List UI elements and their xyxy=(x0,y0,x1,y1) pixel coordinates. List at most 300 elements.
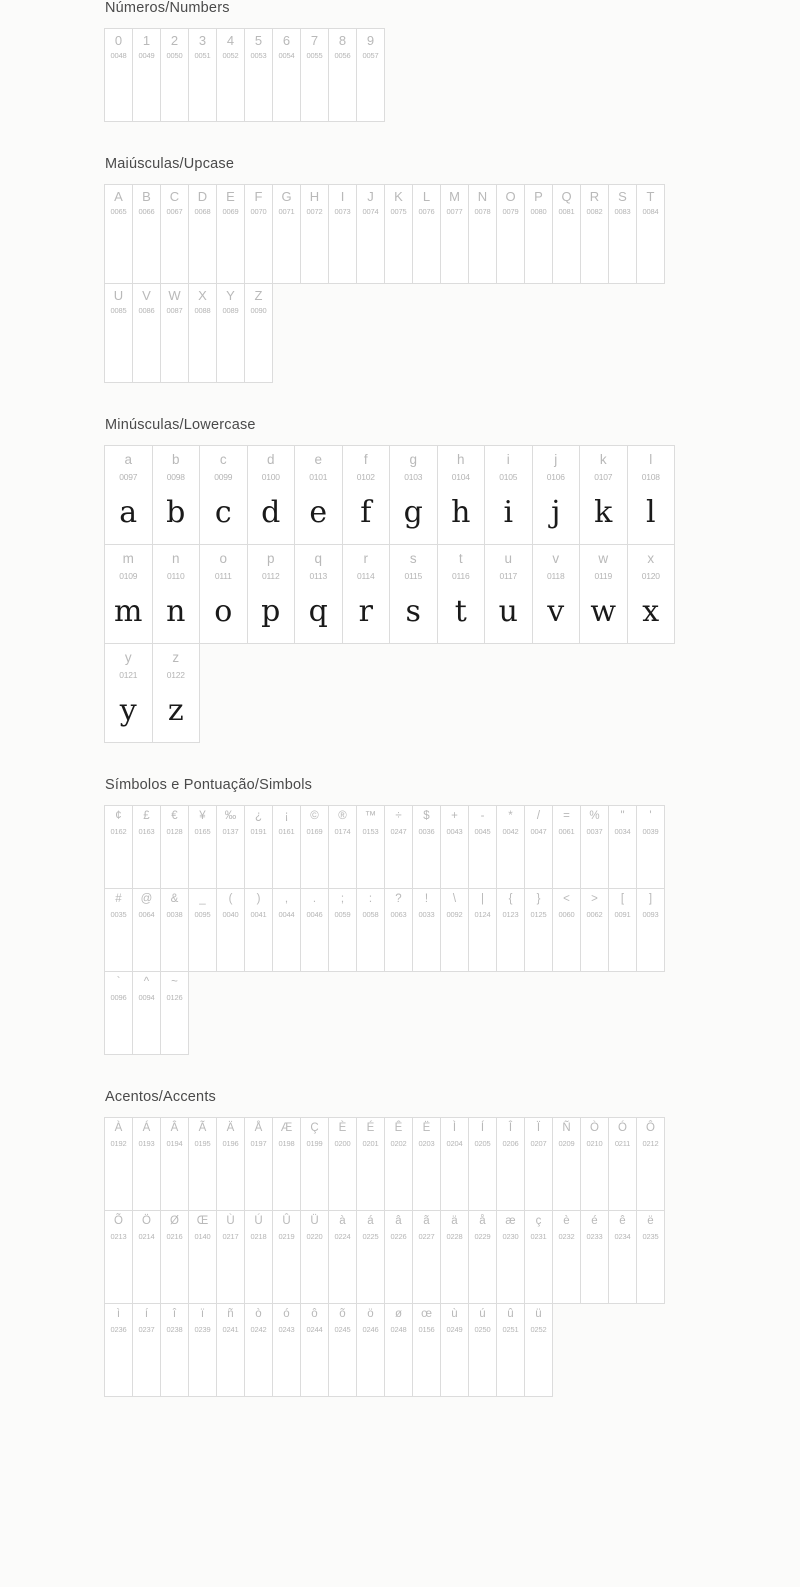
glyph-char-label: l xyxy=(649,452,653,467)
glyph-cell[interactable] xyxy=(627,445,676,545)
glyph-cell[interactable] xyxy=(160,184,189,284)
glyph-cell[interactable] xyxy=(216,805,245,889)
glyph-code-label: 0191 xyxy=(250,826,267,836)
glyph-cell[interactable] xyxy=(104,805,133,889)
glyph-cell[interactable] xyxy=(636,1210,665,1304)
glyph-cell[interactable] xyxy=(132,283,161,383)
glyph-cell[interactable] xyxy=(496,805,525,889)
glyph-cell[interactable] xyxy=(328,1210,357,1304)
glyph-render xyxy=(133,1001,160,1054)
glyph-cell[interactable] xyxy=(440,805,469,889)
glyph-code-label: 0061 xyxy=(558,826,575,836)
glyph-cell[interactable] xyxy=(468,1210,497,1304)
glyph-cell[interactable] xyxy=(104,1117,133,1211)
glyph-cell[interactable] xyxy=(580,805,609,889)
glyph-cell[interactable] xyxy=(384,888,413,972)
glyph-cell[interactable] xyxy=(132,1210,161,1304)
glyph-char-label: ç xyxy=(535,1215,542,1227)
glyph-cell[interactable] xyxy=(328,1117,357,1211)
glyph-render xyxy=(385,835,412,888)
glyph-char-label: % xyxy=(589,810,600,822)
glyph-cell[interactable] xyxy=(244,28,273,122)
glyph-code-label: 0058 xyxy=(362,909,379,919)
glyph-render xyxy=(441,1333,468,1396)
glyph-cell[interactable] xyxy=(160,1303,189,1397)
glyph-cell[interactable] xyxy=(356,805,385,889)
glyph-render xyxy=(217,1333,244,1396)
glyph-code-label: 0226 xyxy=(390,1231,407,1241)
glyph-render xyxy=(133,1147,160,1210)
glyph-cell[interactable] xyxy=(580,184,609,284)
glyph-render xyxy=(441,1240,468,1303)
glyph-cell[interactable] xyxy=(104,971,133,1055)
glyph-char-label: 2 xyxy=(170,33,179,48)
glyph-grid-accents-row-3 xyxy=(105,1304,678,1397)
glyph-cell[interactable] xyxy=(152,544,201,644)
glyph-cell[interactable] xyxy=(160,888,189,972)
glyph-char-label: Ä xyxy=(226,1122,235,1134)
glyph-char-label: T xyxy=(646,189,655,204)
glyph-cell[interactable] xyxy=(440,1210,469,1304)
glyph-render xyxy=(637,216,664,284)
glyph-cell[interactable] xyxy=(216,1303,245,1397)
glyph-char-label: ¢ xyxy=(115,810,122,822)
glyph-char-label: 6 xyxy=(282,33,291,48)
glyph-cell[interactable] xyxy=(384,805,413,889)
glyph-render xyxy=(189,1147,216,1210)
glyph-cell[interactable] xyxy=(300,888,329,972)
glyph-cell[interactable] xyxy=(524,1303,553,1397)
glyph-code-label: 0238 xyxy=(166,1324,183,1334)
glyph-cell[interactable] xyxy=(468,1303,497,1397)
glyph-cell[interactable] xyxy=(294,445,343,545)
glyph-cell[interactable] xyxy=(552,184,581,284)
glyph-render xyxy=(581,216,608,284)
glyph-cell[interactable] xyxy=(272,1210,301,1304)
glyph-render xyxy=(469,216,496,284)
glyph-char-label: Ú xyxy=(254,1215,263,1227)
glyph-cell[interactable] xyxy=(412,1210,441,1304)
glyph-code-label: 0039 xyxy=(642,826,659,836)
glyph-cell[interactable] xyxy=(300,28,329,122)
glyph-code-label: 0110 xyxy=(167,570,185,581)
glyph-code-label: 0074 xyxy=(362,207,379,216)
glyph-cell[interactable] xyxy=(437,445,486,545)
glyph-code-label: 0231 xyxy=(530,1231,547,1241)
glyph-cell[interactable] xyxy=(247,544,296,644)
glyph-cell[interactable] xyxy=(244,805,273,889)
glyph-code-label: 0099 xyxy=(214,471,233,482)
glyph-cell[interactable] xyxy=(389,544,438,644)
glyph-cell[interactable] xyxy=(216,184,245,284)
glyph-char-label: Ë xyxy=(422,1122,431,1134)
glyph-cell[interactable] xyxy=(104,888,133,972)
glyph-cell[interactable] xyxy=(496,1303,525,1397)
glyph-cell[interactable] xyxy=(328,1303,357,1397)
glyph-cell[interactable] xyxy=(524,1117,553,1211)
glyph-cell[interactable] xyxy=(468,1117,497,1211)
glyph-code-label: 0249 xyxy=(446,1324,463,1334)
glyph-render xyxy=(245,315,272,383)
glyph-code-label: 0057 xyxy=(362,51,379,60)
glyph-grid-numbers-row-1 xyxy=(105,29,800,122)
glyph-cell[interactable] xyxy=(300,1117,329,1211)
glyph-cell[interactable] xyxy=(216,1210,245,1304)
glyph-cell[interactable] xyxy=(132,1303,161,1397)
glyph-code-label: 0211 xyxy=(614,1138,631,1148)
glyph-cell[interactable] xyxy=(216,28,245,122)
glyph-cell[interactable] xyxy=(328,28,357,122)
glyph-char-label: e xyxy=(314,452,322,467)
glyph-cell[interactable] xyxy=(356,1303,385,1397)
glyph-cell[interactable] xyxy=(468,805,497,889)
glyph-cell[interactable] xyxy=(608,1210,637,1304)
glyph-cell[interactable] xyxy=(272,28,301,122)
glyph-char-label: Ù xyxy=(226,1215,235,1227)
glyph-cell[interactable] xyxy=(552,888,581,972)
glyph-char-label: è xyxy=(563,1215,570,1227)
glyph-code-label: 0045 xyxy=(474,826,491,836)
glyph-cell[interactable] xyxy=(188,1117,217,1211)
glyph-cell[interactable] xyxy=(384,1117,413,1211)
glyph-code-label: 0196 xyxy=(222,1138,239,1148)
glyph-cell[interactable] xyxy=(384,1303,413,1397)
glyph-code-label: 0194 xyxy=(166,1138,183,1148)
glyph-cell[interactable] xyxy=(328,184,357,284)
glyph-cell[interactable] xyxy=(552,805,581,889)
glyph-cell[interactable] xyxy=(412,805,441,889)
glyph-grid-lowercase-row-1 xyxy=(105,446,685,545)
glyph-code-label: 0085 xyxy=(110,306,127,315)
glyph-char-label: + xyxy=(451,810,458,822)
glyph-cell[interactable] xyxy=(132,184,161,284)
glyph-cell[interactable] xyxy=(496,1117,525,1211)
glyph-render xyxy=(581,918,608,971)
glyph-char-label: Î xyxy=(508,1122,513,1134)
glyph-cell[interactable] xyxy=(437,544,486,644)
glyph-cell[interactable] xyxy=(356,888,385,972)
glyph-cell[interactable] xyxy=(160,805,189,889)
glyph-cell[interactable] xyxy=(608,184,637,284)
glyph-render xyxy=(273,918,300,971)
glyph-render xyxy=(217,1240,244,1303)
glyph-render xyxy=(413,216,440,284)
glyph-cell[interactable] xyxy=(247,445,296,545)
glyph-grid-upcase-row-2 xyxy=(105,284,800,383)
glyph-cell[interactable] xyxy=(356,184,385,284)
glyph-code-label: 0250 xyxy=(474,1324,491,1334)
glyph-cell[interactable] xyxy=(440,1117,469,1211)
glyph-cell[interactable] xyxy=(199,445,248,545)
glyph-cell[interactable] xyxy=(440,888,469,972)
glyph-char-label: ö xyxy=(367,1308,374,1320)
glyph-code-label: 0048 xyxy=(110,51,127,60)
glyph-cell[interactable] xyxy=(412,184,441,284)
glyph-code-label: 0063 xyxy=(390,909,407,919)
glyph-code-label: 0075 xyxy=(390,207,407,216)
glyph-cell[interactable] xyxy=(132,888,161,972)
glyph-code-label: 0081 xyxy=(558,207,575,216)
glyph-cell[interactable] xyxy=(412,888,441,972)
glyph-cell[interactable] xyxy=(188,805,217,889)
glyph-grid-upcase-row-1 xyxy=(105,185,800,284)
glyph-grid-accents-row-2 xyxy=(105,1211,678,1304)
glyph-render xyxy=(497,216,524,284)
glyph-code-label: 0229 xyxy=(474,1231,491,1241)
glyph-char-label: Á xyxy=(142,1122,151,1134)
glyph-cell[interactable] xyxy=(484,445,533,545)
glyph-char-label: ò xyxy=(255,1308,262,1320)
glyph-render xyxy=(497,835,524,888)
glyph-code-label: 0049 xyxy=(138,51,155,60)
glyph-char-label: È xyxy=(338,1122,347,1134)
glyph-cell[interactable] xyxy=(104,544,153,644)
glyph-code-label: 0102 xyxy=(356,471,375,482)
glyph-code-label: 0235 xyxy=(642,1231,659,1241)
glyph-char-label: j xyxy=(554,452,558,467)
glyph-code-label: 0092 xyxy=(446,909,463,919)
glyph-cell[interactable] xyxy=(532,445,581,545)
glyph-render: x xyxy=(642,594,660,629)
glyph-code-label: 0123 xyxy=(502,909,519,919)
glyph-cell[interactable] xyxy=(636,888,665,972)
glyph-char-label: c xyxy=(219,452,227,467)
glyph-cell[interactable] xyxy=(188,1210,217,1304)
glyph-render xyxy=(357,1333,384,1396)
glyph-cell[interactable] xyxy=(272,805,301,889)
glyph-char-label: r xyxy=(363,551,368,566)
glyph-cell[interactable] xyxy=(636,184,665,284)
glyph-code-label: 0121 xyxy=(119,669,138,680)
glyph-cell[interactable] xyxy=(608,805,637,889)
glyph-cell[interactable] xyxy=(104,184,133,284)
glyph-char-label: Ô xyxy=(646,1122,655,1134)
glyph-cell[interactable] xyxy=(104,1303,133,1397)
glyph-code-label: 0197 xyxy=(250,1138,267,1148)
glyph-render xyxy=(273,216,300,284)
glyph-cell[interactable] xyxy=(356,28,385,122)
glyph-char-label: M xyxy=(449,189,460,204)
glyph-render: w xyxy=(590,594,617,629)
glyph-cell[interactable] xyxy=(552,1117,581,1211)
glyph-cell[interactable] xyxy=(244,1303,273,1397)
glyph-cell[interactable] xyxy=(468,888,497,972)
glyph-code-label: 0116 xyxy=(452,570,470,581)
glyph-code-label: 0174 xyxy=(334,826,351,836)
glyph-cell[interactable] xyxy=(244,1117,273,1211)
glyph-code-label: 0097 xyxy=(119,471,138,482)
glyph-cell[interactable] xyxy=(328,805,357,889)
glyph-cell[interactable] xyxy=(132,1117,161,1211)
glyph-cell[interactable] xyxy=(524,1210,553,1304)
glyph-code-label: 0128 xyxy=(166,826,183,836)
glyph-render xyxy=(413,1240,440,1303)
glyph-cell[interactable] xyxy=(484,544,533,644)
glyph-code-label: 0232 xyxy=(558,1231,575,1241)
glyph-cell[interactable] xyxy=(272,1303,301,1397)
glyph-code-label: 0201 xyxy=(362,1138,379,1148)
glyph-render xyxy=(133,315,160,383)
glyph-code-label: 0090 xyxy=(250,306,267,315)
glyph-char-label: ^ xyxy=(143,976,150,988)
glyph-char-label: æ xyxy=(505,1215,516,1227)
glyph-cell[interactable] xyxy=(552,1210,581,1304)
glyph-cell[interactable] xyxy=(272,184,301,284)
glyph-cell[interactable] xyxy=(496,184,525,284)
glyph-cell[interactable] xyxy=(627,544,676,644)
glyph-code-label: 0072 xyxy=(306,207,323,216)
glyph-cell[interactable] xyxy=(160,1117,189,1211)
glyph-cell[interactable] xyxy=(356,1117,385,1211)
glyph-render xyxy=(189,60,216,122)
glyph-cell[interactable] xyxy=(300,805,329,889)
glyph-cell[interactable] xyxy=(608,888,637,972)
glyph-char-label: 5 xyxy=(254,33,263,48)
glyph-cell[interactable] xyxy=(152,445,201,545)
glyph-cell[interactable] xyxy=(216,1117,245,1211)
glyph-code-label: 0112 xyxy=(262,570,280,581)
glyph-char-label: | xyxy=(481,893,484,905)
glyph-code-label: 0082 xyxy=(586,207,603,216)
glyph-cell[interactable] xyxy=(440,1303,469,1397)
glyph-cell[interactable] xyxy=(188,184,217,284)
glyph-cell[interactable] xyxy=(636,805,665,889)
glyph-char-label: ñ xyxy=(227,1308,234,1320)
glyph-char-label: á xyxy=(367,1215,374,1227)
glyph-code-label: 0041 xyxy=(250,909,267,919)
glyph-cell[interactable] xyxy=(294,544,343,644)
glyph-cell[interactable] xyxy=(132,28,161,122)
glyph-code-label: 0056 xyxy=(334,51,351,60)
glyph-cell[interactable] xyxy=(160,28,189,122)
glyph-cell[interactable] xyxy=(496,888,525,972)
glyph-cell[interactable] xyxy=(216,888,245,972)
glyph-cell[interactable] xyxy=(104,283,133,383)
glyph-cell[interactable] xyxy=(244,1210,273,1304)
glyph-char-label: A xyxy=(114,189,123,204)
glyph-cell[interactable] xyxy=(104,643,153,743)
glyph-cell[interactable] xyxy=(152,643,201,743)
glyph-char-label: k xyxy=(599,452,607,467)
glyph-cell[interactable] xyxy=(389,445,438,545)
glyph-cell[interactable] xyxy=(356,1210,385,1304)
glyph-cell[interactable] xyxy=(412,1303,441,1397)
glyph-cell[interactable] xyxy=(636,1117,665,1211)
glyph-code-label: 0120 xyxy=(641,570,660,581)
glyph-render xyxy=(357,835,384,888)
glyph-char-label: ü xyxy=(535,1308,542,1320)
glyph-cell[interactable] xyxy=(532,544,581,644)
glyph-code-label: 0213 xyxy=(110,1231,127,1241)
glyph-cell[interactable] xyxy=(496,1210,525,1304)
glyph-code-label: 0054 xyxy=(278,51,295,60)
glyph-cell[interactable] xyxy=(188,283,217,383)
glyph-cell[interactable] xyxy=(132,805,161,889)
glyph-cell[interactable] xyxy=(342,544,391,644)
glyph-render xyxy=(273,1147,300,1210)
glyph-cell[interactable] xyxy=(244,184,273,284)
glyph-cell[interactable] xyxy=(160,971,189,1055)
glyph-render xyxy=(581,1147,608,1210)
glyph-char-label: n xyxy=(171,551,180,566)
glyph-render xyxy=(497,1147,524,1210)
glyph-render xyxy=(329,1240,356,1303)
glyph-cell[interactable] xyxy=(384,1210,413,1304)
glyph-char-label: d xyxy=(266,452,275,467)
glyph-cell[interactable] xyxy=(580,1117,609,1211)
glyph-cell[interactable] xyxy=(300,1210,329,1304)
glyph-render xyxy=(441,835,468,888)
glyph-cell[interactable] xyxy=(384,184,413,284)
glyph-char-label: ¥ xyxy=(199,810,206,822)
glyph-char-label: Ñ xyxy=(562,1122,571,1134)
glyph-code-label: 0237 xyxy=(138,1324,155,1334)
glyph-cell[interactable] xyxy=(524,805,553,889)
glyph-render xyxy=(217,918,244,971)
glyph-cell[interactable] xyxy=(524,184,553,284)
glyph-cell[interactable] xyxy=(608,1117,637,1211)
glyph-char-label: @ xyxy=(140,893,153,905)
glyph-char-label: ! xyxy=(424,893,429,905)
glyph-cell[interactable] xyxy=(160,283,189,383)
glyph-render xyxy=(525,835,552,888)
glyph-code-label: 0236 xyxy=(110,1324,127,1334)
glyph-cell[interactable] xyxy=(440,184,469,284)
glyph-char-label: v xyxy=(552,551,560,566)
glyph-render xyxy=(105,315,132,383)
glyph-cell[interactable] xyxy=(199,544,248,644)
glyph-render: l xyxy=(645,495,656,530)
glyph-cell[interactable] xyxy=(272,888,301,972)
glyph-cell[interactable] xyxy=(468,184,497,284)
glyph-code-label: 0247 xyxy=(390,826,407,836)
glyph-cell[interactable] xyxy=(342,445,391,545)
glyph-render xyxy=(245,918,272,971)
glyph-cell[interactable] xyxy=(580,1210,609,1304)
glyph-code-label: 0119 xyxy=(594,570,612,581)
glyph-cell[interactable] xyxy=(412,1117,441,1211)
glyph-char-label: é xyxy=(591,1215,598,1227)
glyph-cell[interactable] xyxy=(104,445,153,545)
glyph-code-label: 0161 xyxy=(278,826,295,836)
glyph-cell[interactable] xyxy=(524,888,553,972)
glyph-cell[interactable] xyxy=(579,445,628,545)
glyph-cell[interactable] xyxy=(104,1210,133,1304)
glyph-cell[interactable] xyxy=(300,1303,329,1397)
glyph-cell[interactable] xyxy=(188,888,217,972)
glyph-render xyxy=(245,1240,272,1303)
glyph-cell[interactable] xyxy=(188,28,217,122)
glyph-cell[interactable] xyxy=(160,1210,189,1304)
glyph-code-label: 0217 xyxy=(222,1231,239,1241)
glyph-render xyxy=(245,835,272,888)
glyph-cell[interactable] xyxy=(188,1303,217,1397)
glyph-render xyxy=(357,60,384,122)
glyph-cell[interactable] xyxy=(579,544,628,644)
glyph-cell[interactable] xyxy=(328,888,357,972)
glyph-cell[interactable] xyxy=(272,1117,301,1211)
glyph-char-label: ú xyxy=(479,1308,486,1320)
glyph-cell[interactable] xyxy=(300,184,329,284)
glyph-cell[interactable] xyxy=(244,888,273,972)
glyph-cell[interactable] xyxy=(244,283,273,383)
glyph-cell[interactable] xyxy=(104,28,133,122)
glyph-render xyxy=(189,1240,216,1303)
glyph-cell[interactable] xyxy=(132,971,161,1055)
glyph-cell[interactable] xyxy=(216,283,245,383)
glyph-char-label: © xyxy=(310,810,319,822)
glyph-cell[interactable] xyxy=(580,888,609,972)
